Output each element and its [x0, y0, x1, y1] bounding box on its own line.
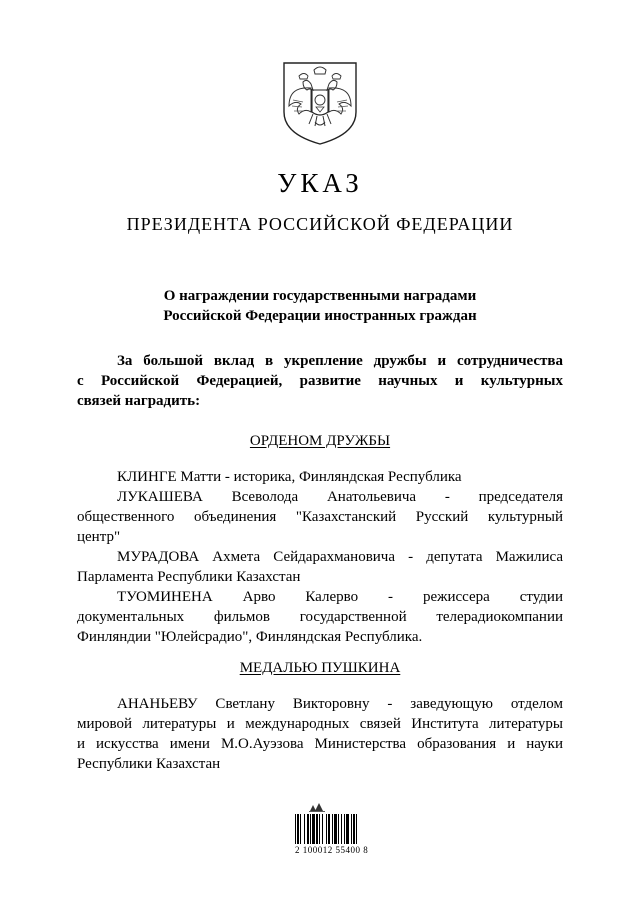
- recipient-entry: [77, 547, 563, 587]
- barcode-bar: [300, 814, 301, 844]
- preamble-line: За большой вклад в укрепление дружбы и сотрудничества: [117, 353, 563, 369]
- entry-line: центр": [77, 529, 121, 545]
- award-heading-pushkin-medal: [0, 658, 640, 678]
- barcode-bar: [295, 814, 296, 844]
- subject-line: О награждении государственными наградами: [163, 288, 477, 304]
- recipient-entry: [77, 467, 563, 487]
- entry-line: КЛИНГЕ Матти - историка, Финляндская Республика: [117, 469, 462, 485]
- award-heading-order-of-friendship: [0, 431, 640, 451]
- preamble-line: связей наградить:: [77, 393, 201, 409]
- entry-line: мировой литературы и международных связей Института литературы: [77, 716, 563, 732]
- entry-line: МУРАДОВА Ахмета Сейдарахмановича - депутата Мажилиса: [117, 549, 563, 565]
- barcode-bar: [344, 814, 345, 844]
- preamble-line: с Российской Федерацией, развитие научных и культурных: [77, 373, 563, 389]
- barcode-number: 2 100012 55400 8: [295, 845, 369, 855]
- entry-line: и искусства имени М.О.Ауэзова Министерства образования и науки: [77, 736, 563, 752]
- document-title: УКАЗ: [277, 168, 363, 198]
- barcode-bar: [346, 814, 349, 844]
- barcode-bar: [319, 814, 320, 844]
- decree-preamble: [77, 351, 563, 411]
- decree-subject: [0, 286, 640, 326]
- barcode-bars: [295, 814, 387, 844]
- barcode-bar: [353, 814, 355, 844]
- barcode-bar: [312, 814, 315, 844]
- entry-line: документальных фильмов государственной телерадиокомпании: [77, 609, 563, 625]
- recipient-entry: [77, 487, 563, 547]
- barcode-bar: [351, 814, 352, 844]
- document-subtitle: ПРЕЗИДЕНТА РОССИЙСКОЙ ФЕДЕРАЦИИ: [126, 214, 514, 234]
- recipient-entry: [77, 694, 563, 774]
- barcode-bar: [332, 814, 333, 844]
- award-list-order-of-friendship: [77, 467, 563, 647]
- award-list-pushkin-medal: [77, 694, 563, 774]
- printer-logo-icon: [309, 802, 325, 812]
- barcode-bar: [316, 814, 318, 844]
- entry-line: Финляндии "Юлейсрадио", Финляндская Республика.: [77, 629, 423, 645]
- award-heading-text: МЕДАЛЬЮ ПУШКИНА: [239, 660, 401, 676]
- barcode-bar: [304, 814, 305, 844]
- barcode-bar: [356, 814, 357, 844]
- entry-line: АНАНЬЕВУ Светлану Викторовну - заведующую отделом: [117, 696, 563, 712]
- barcode-bar: [322, 814, 323, 844]
- barcode: [295, 802, 387, 862]
- coat-of-arms-emblem: [281, 60, 359, 146]
- entry-line: Республики Казахстан: [77, 756, 221, 772]
- entry-line: ТУОМИНЕНА Арво Калерво - режиссера студии: [117, 589, 563, 605]
- barcode-bar: [310, 814, 311, 844]
- entry-line: ЛУКАШЕВА Всеволода Анатольевича - председателя: [117, 489, 563, 505]
- award-heading-text: ОРДЕНОМ ДРУЖБЫ: [249, 433, 391, 449]
- barcode-bar: [341, 814, 342, 844]
- barcode-bar: [328, 814, 330, 844]
- barcode-bar: [338, 814, 339, 844]
- barcode-bar: [334, 814, 337, 844]
- entry-line: общественного объединения "Казахстанский Русский культурный: [77, 509, 563, 525]
- entry-line: Парламента Республики Казахстан: [77, 569, 301, 585]
- barcode-bar: [307, 814, 309, 844]
- barcode-bar: [297, 814, 299, 844]
- subject-line: Российской Федерации иностранных граждан: [163, 308, 477, 324]
- barcode-bar: [326, 814, 327, 844]
- recipient-entry: [77, 587, 563, 647]
